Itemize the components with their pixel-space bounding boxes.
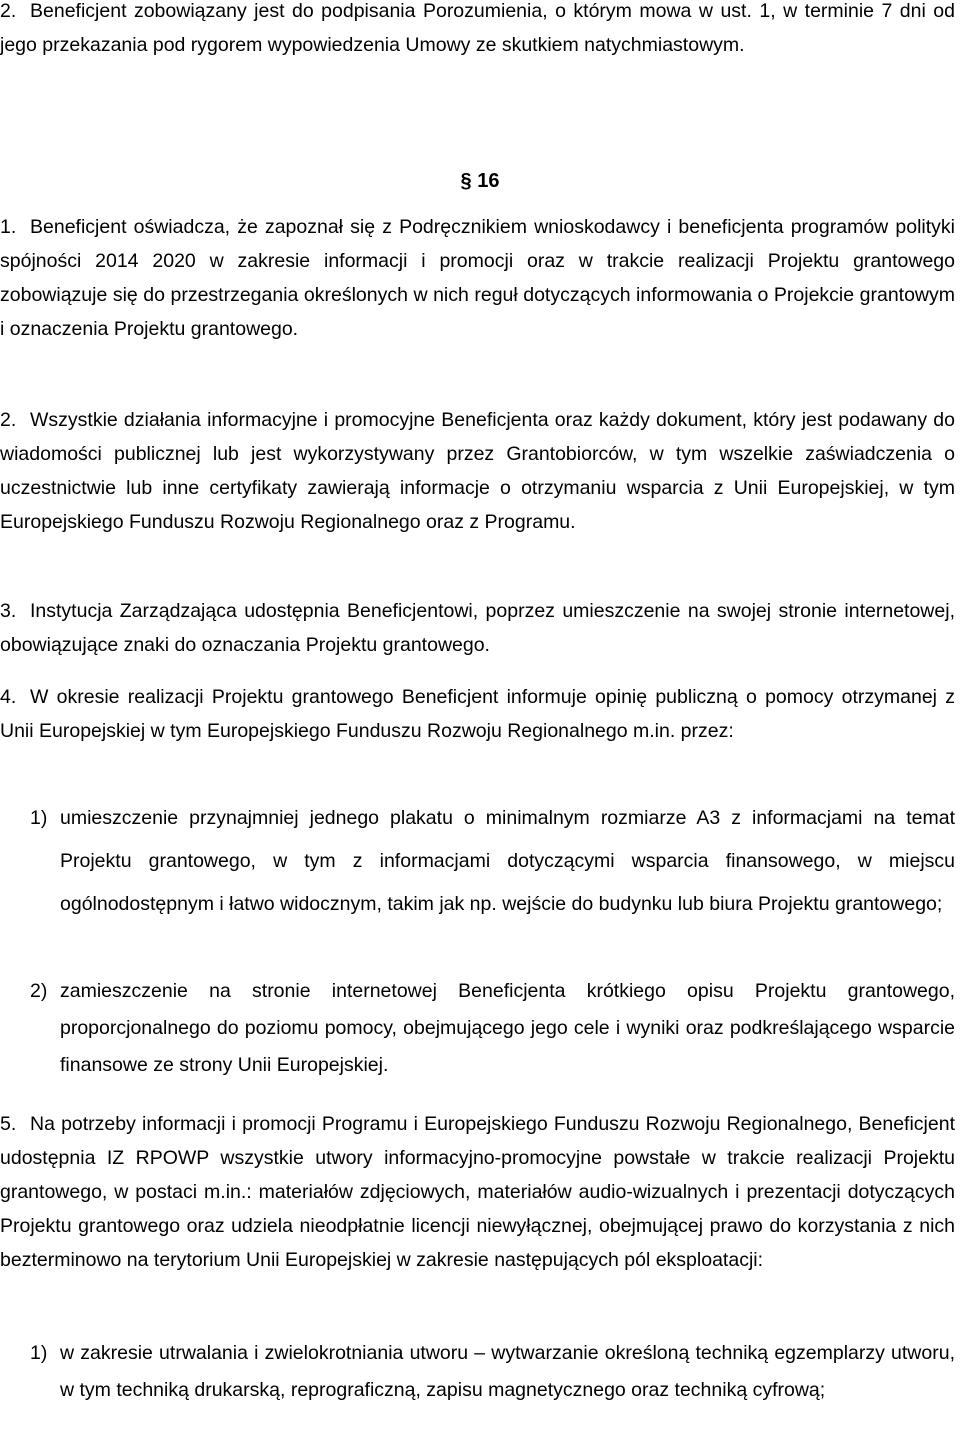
subitem-5-1	[30, 1335, 955, 1409]
paragraph-item-2	[0, 403, 955, 539]
section-heading: § 16	[460, 170, 500, 192]
item-text: Beneficjent zobowiązany jest do podpisania Porozumienia, o którym mowa w ust. 1, w terminie 7 dni od jego przekazania pod rygorem wypowiedzenia Umowy ze skutkiem natychmiastowym.	[0, 0, 955, 56]
paragraph-item-3	[0, 594, 955, 662]
item-number: 4.	[0, 686, 17, 708]
paragraph-item-5	[0, 1107, 955, 1277]
subitem-4-2	[30, 973, 955, 1084]
subitem-number: 1)	[30, 1342, 48, 1364]
item-number: 3.	[0, 600, 17, 622]
paragraph-prev-item-2	[0, 0, 955, 62]
item-number: 1.	[0, 216, 17, 238]
item-text: W okresie realizacji Projektu grantowego Beneficjent informuje opinię publiczną o pomocy otrzymanej z Unii Europejskiej w tym Europejskiego Funduszu Rozwoju Regionalnego m.in. przez:	[0, 686, 955, 742]
item-text: Wszystkie działania informacyjne i promocyjne Beneficjenta oraz każdy dokument, który jest podawany do wiadomości publicznej lub jest wykorzystywany przez Grantobiorców, w tym wszelkie zaświadczenia o uczestnictwie lub inne certyfikaty zawierają informacje o otrzymaniu wsparcia z Unii Europejskiej, w tym Europejskiego Funduszu Rozwoju Regionalnego oraz z Programu.	[0, 409, 955, 533]
item-text: Beneficjent oświadcza, że zapoznał się z Podręcznikiem wnioskodawcy i beneficjenta programów polityki spójności 2014 2020 w zakresie informacji i promocji oraz w trakcie realizacji Projektu grantowego zobowiązuje się do przestrzegania określonych w nich reguł dotyczących informowania o Projekcie grantowym i oznaczenia Projektu grantowego.	[0, 216, 955, 340]
item-text: Instytucja Zarządzająca udostępnia Beneficjentowi, poprzez umieszczenie na swojej stronie internetowej, obowiązujące znaki do oznaczania Projektu grantowego.	[0, 600, 955, 656]
item-text: Na potrzeby informacji i promocji Programu i Europejskiego Funduszu Rozwoju Regionalnego, Beneficjent udostępnia IZ RPOWP wszystkie utwory informacyjno-promocyjne powstałe w trakcie realizacji Projektu grantowego, w postaci m.in.: materiałów zdjęciowych, materiałów audio-wizualnych i prezentacji dotyczących Projektu grantowego oraz udziela nieodpłatnie licencji niewyłącznej, obejmującej prawo do korzystania z nich bezterminowo na terytorium Unii Europejskiej w zakresie następujących pól eksploatacji:	[0, 1113, 955, 1271]
item-number: 2.	[0, 409, 17, 431]
item-number: 5.	[0, 1113, 17, 1135]
subitem-text: zamieszczenie na stronie internetowej Beneficjenta krótkiego opisu Projektu grantowego, proporcjonalnego do poziomu pomocy, obejmującego jego cele i wyniki oraz podkreślającego wsparcie finansowe ze strony Unii Europejskiej.	[60, 980, 955, 1076]
item-number: 2.	[0, 0, 17, 22]
paragraph-item-4	[0, 680, 955, 748]
subitem-text: w zakresie utrwalania i zwielokrotniania utworu – wytwarzanie określoną techniką egzemplarzy utworu, w tym techniką drukarską, reprograficzną, zapisu magnetycznego oraz techniką cyfrową;	[60, 1342, 955, 1401]
subitem-text: umieszczenie przynajmniej jednego plakatu o minimalnym rozmiarze A3 z informacjami na temat Projektu grantowego, w tym z informacjami dotyczącymi wsparcia finansowego, w miejscu ogólnodostępnym i łatwo widocznym, takim jak np. wejście do budynku lub biura Projektu grantowego;	[60, 807, 955, 915]
subitem-number: 2)	[30, 980, 48, 1002]
subitem-number: 1)	[30, 807, 48, 829]
subitem-4-1	[30, 797, 955, 926]
paragraph-item-1	[0, 210, 955, 346]
